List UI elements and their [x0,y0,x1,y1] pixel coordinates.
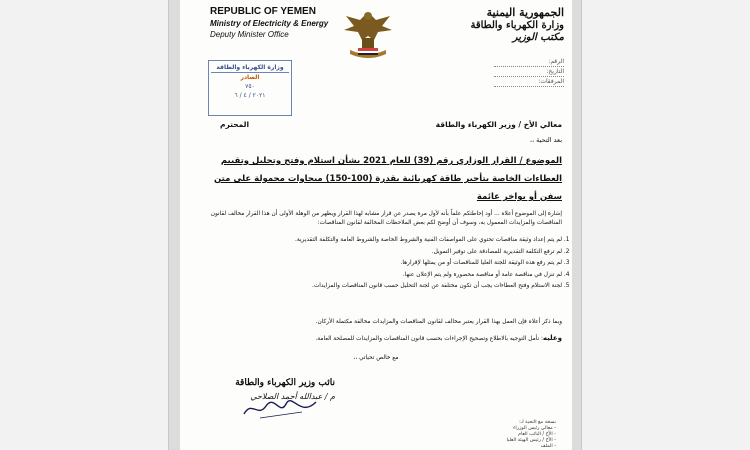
intro-paragraph: إشارة إلى الموضوع أعلاه ... أود إحاطتكم علماً بأنه لأول مرة يصدر عن قرار مشابه لهذا القرار ويظهر من الوهلة الأولى أن هذا القرار مخالف لقانون المناقصات والمزايدات المعمول به، وسوف أن أوضح لكم بعض الملاحظات المخالفة لقانون المناقصات: [210,211,562,226]
signer-name: م / عبدالله أحمد الصلاحي [250,392,335,401]
ref-date-label: التاريخ: [494,68,564,77]
list-item: 4. لم تنزل في مناقصة عامة أو مناقصة محصورة ولم يتم الإعلان عنها. [190,271,562,281]
list-item: 3. لم يتم رفع هذه الوثيقة للجنة العليا للمناقصات أو من يمثلها لإقرارها. [190,259,562,269]
reference-fields [494,58,564,88]
closing-label: وعليه [542,334,562,342]
list-item: - معالي رئيس الوزراء [513,426,556,431]
note-paragraph: وبما ذكر أعلاه فإن العمل بهذا القرار يعتبر مخالف لقانون المناقصات والمزايدات مخالفة مكتملة الأركان. [315,319,562,325]
signer-title: نائب وزير الكهرباء والطاقة [235,378,335,388]
list-item: نسخة مع التحية لـ: [519,420,556,425]
list-item: - الأخ / النائب العام [518,432,556,437]
regards-line: مع خالص تحياتي ،، [353,355,399,361]
addressee: معالي الأخ / وزير الكهرباء والطاقة [435,120,562,129]
ministry-name-en: Ministry of Electricity & Energy [210,19,329,28]
english-letterhead [210,6,340,39]
republic-name-en: REPUBLIC OF YEMEN [210,6,316,17]
stamp-date: ٢٠٢١ / ٤ / ٦ [234,92,266,99]
list-item: - الأخ / رئيس الهيئة العليا [506,438,556,443]
ministry-name-ar: وزارة الكهرباء والطاقة [470,20,564,31]
ref-attachments-label: المرفقات: [494,78,564,87]
yemen-emblem-icon [338,6,398,62]
list-item: 2. لم ترفع التكلفة التقديرية للمصادقة على توفير التمويل. [190,248,562,258]
republic-name-ar: الجمهورية اليمنية [486,6,564,19]
stamp-number: ٧٥٠ [245,83,255,90]
handwritten-signature-icon [240,396,320,422]
outgoing-stamp [208,60,292,116]
ref-number-label: الرقم: [494,58,564,67]
respected-label: المحترم [220,120,250,129]
list-item: - الملف [540,444,556,449]
list-item: 1. لم يتم إعداد وثيقة مناقصات تحتوي على المواصفات الفنية والشروط الخاصة والشروط العامة والتكلفة التقديرية. [190,236,562,246]
office-name-ar: مكتب الوزير [512,32,564,43]
greeting: بعد التحية ،، [529,136,562,144]
closing-paragraph [190,334,562,343]
closing-text: : نأمل التوجيه بالاطلاع وتصحيح الإجراءات بحسب قانون المناقصات والمزايدات للمصلحة العامة. [315,336,543,342]
copies-list [486,420,556,450]
list-item: 5. لجنة الاستلام وفتح العطاءات يجب أن تكون مختلفة عن لجنة التحليل حسب قانون المناقصات والمزايدات. [190,282,562,292]
stamp-ministry: وزارة الكهرباء والطاقة [211,63,289,73]
subject-line: الموضوع / القرار الوزاري رقم (39) للعام 2021 بشأن استلام وفتح وتحليل وتقييم العطاءات الخاصة بتأجير طاقة كهربائية بقدرة (100-150) ميجاوات محمولة على متن سفن أو بواخر عائمة [214,156,562,202]
stamp-outgoing-label: الصادر [240,74,260,81]
addressee-line [190,120,562,129]
findings-list [190,236,576,294]
office-name-en: Deputy Minister Office [210,30,289,39]
arabic-letterhead [442,6,564,43]
